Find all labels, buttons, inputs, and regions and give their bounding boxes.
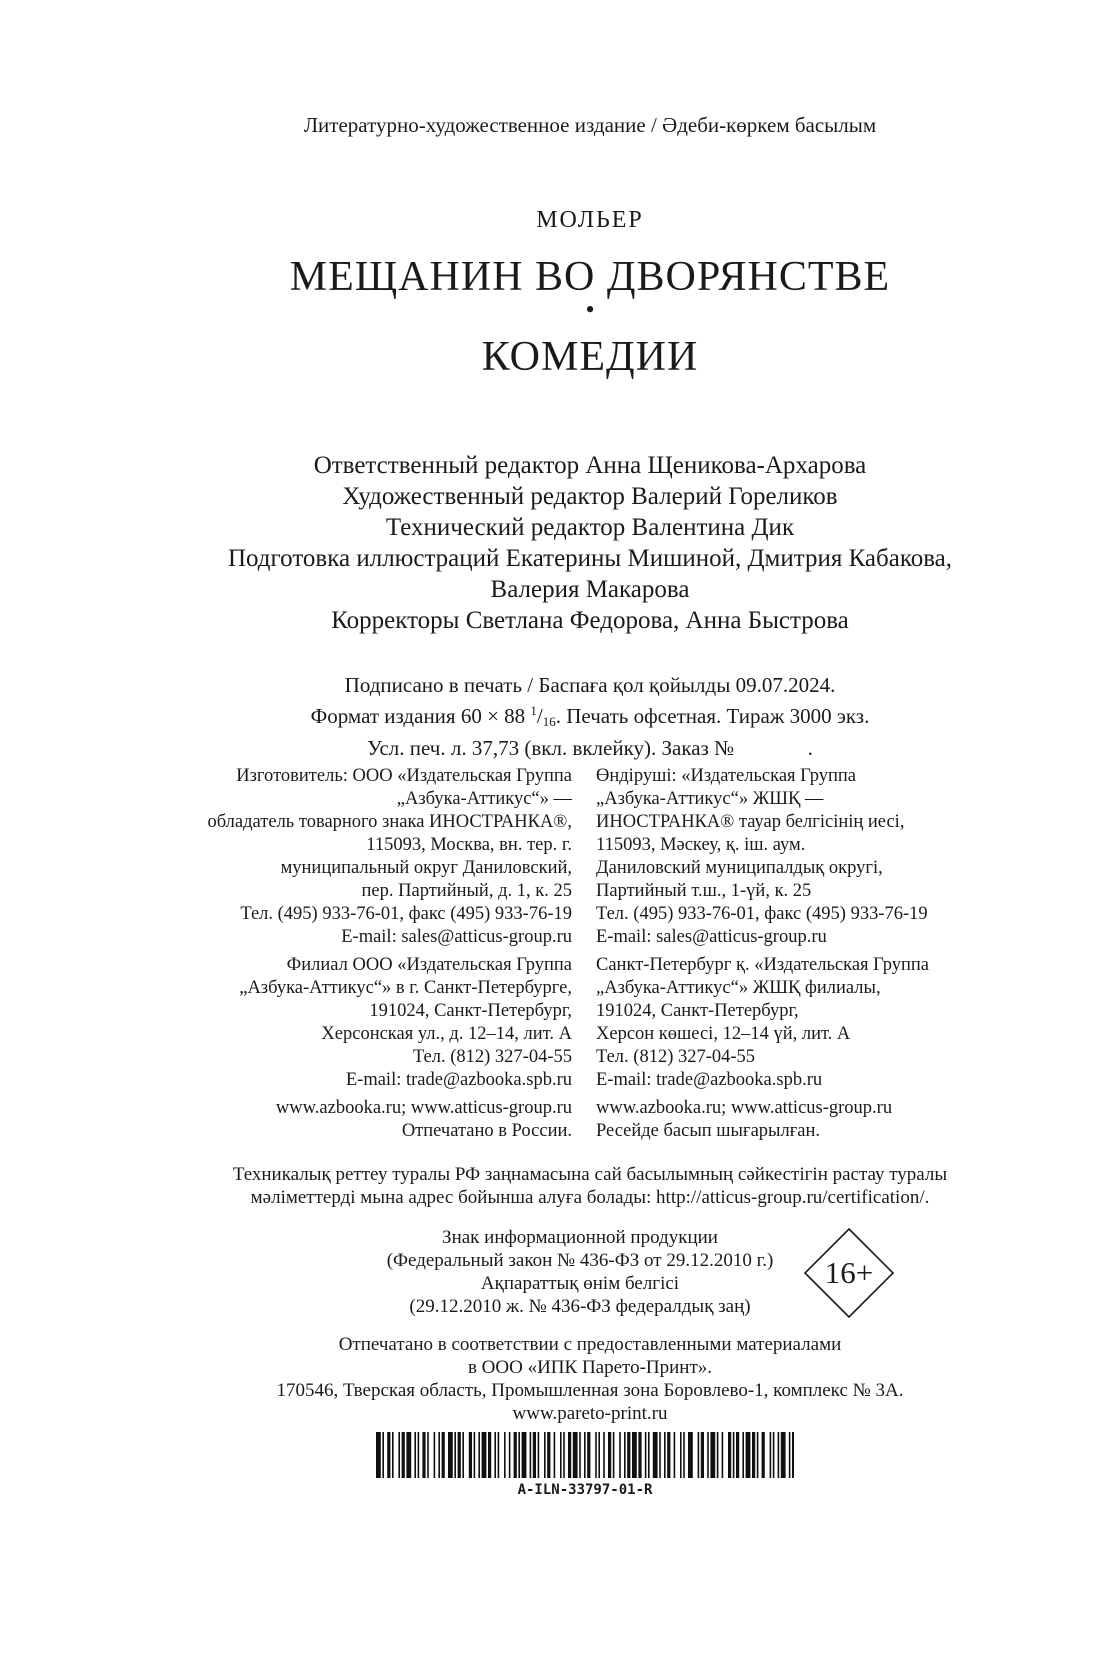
signed-date: Подписано в печать / Баспаға қол қойылды 09.07.2024.: [344, 673, 836, 697]
barcode-bar: [547, 1432, 550, 1478]
publisher-info-kz: [596, 765, 929, 1148]
format-suffix: . Печать офсетная. Тираж 3000 экз.: [555, 704, 870, 728]
sign-line: Ақпараттық өнім белгісі: [480, 1273, 680, 1294]
info-line: Отпечатано в России.: [401, 1121, 572, 1141]
info-line: Херсон көшесі, 12–14 үй, лит. А: [596, 1024, 851, 1044]
barcode-label: A-ILN-33797-01-R: [517, 1482, 653, 1498]
info-line: Тел. (812) 327-04-55: [412, 1047, 572, 1067]
format-line: [40, 698, 1100, 735]
barcode-bar: [653, 1432, 658, 1478]
barcode-bar: [448, 1432, 453, 1478]
age-rating-badge: [803, 1227, 895, 1319]
edition-type: Литературно-художественное издание / Әдеби-көркем басылым: [303, 113, 877, 137]
credit-line: Валерия Макарова: [490, 576, 690, 603]
info-line: Ресейде басып шығарылған.: [596, 1121, 821, 1141]
info-line: Санкт-Петербург қ. «Издательская Группа: [596, 955, 929, 975]
info-line: 191024, Санкт-Петербург,: [369, 1001, 572, 1021]
info-line: „Азбука-Аттикус“» —: [396, 789, 572, 809]
barcode-bar: [698, 1432, 700, 1478]
barcode-bar: [707, 1432, 709, 1478]
title-separator: •: [585, 295, 595, 324]
barcode-bar: [514, 1432, 517, 1478]
barcode-bar: [568, 1432, 571, 1478]
barcode-bar: [454, 1432, 456, 1478]
credit-line: Технический редактор Валентина Дик: [385, 514, 795, 541]
info-line: Партийный т.ш., 1-үй, к. 25: [596, 881, 812, 901]
barcode-bar: [608, 1432, 611, 1478]
barcode-bar: [667, 1432, 670, 1478]
barcode-bar: [746, 1432, 751, 1478]
info-line: E-mail: trade@azbooka.spb.ru: [345, 1070, 572, 1090]
barcode-bar: [770, 1432, 772, 1478]
barcode-bar: [762, 1432, 765, 1478]
barcode-bar: [728, 1432, 731, 1478]
tech-line: мәліметтерді мына адрес бойынша алуға болады: http://atticus-group.ru/certification/.: [250, 1187, 930, 1208]
info-line: Өндіруші: «Издательская Группа: [596, 766, 856, 786]
barcode-bar: [659, 1432, 661, 1478]
barcode-bar: [554, 1432, 556, 1478]
credit-line: Корректоры Светлана Федорова, Анна Быстрова: [331, 607, 849, 634]
info-line: E-mail: sales@atticus-group.ru: [341, 927, 572, 947]
info-line: Филиал ООО «Издательская Группа: [286, 955, 572, 975]
printer-info: [40, 1333, 1100, 1425]
barcode-bar: [598, 1432, 600, 1478]
info-product-sign: [380, 1226, 780, 1318]
info-line: пер. Партийный, д. 1, к. 25: [361, 881, 572, 901]
info-line: Даниловский муниципалдық округі,: [596, 858, 883, 878]
barcode-bar: [494, 1432, 496, 1478]
barcode-bar: [757, 1432, 759, 1478]
barcode-bar: [458, 1432, 461, 1478]
barcode-bar: [560, 1432, 562, 1478]
barcode-bar: [722, 1432, 724, 1478]
branch-block: [596, 954, 929, 1092]
printer-line: 170546, Тверская область, Промышленная зона Боровлево-1, комплекс № 3А.: [276, 1380, 904, 1401]
barcode-bar: [509, 1432, 511, 1478]
barcode-bar: [733, 1432, 735, 1478]
info-line: Тел. (495) 933-76-01, факс (495) 933-76-19: [596, 904, 928, 924]
barcode-bar: [648, 1432, 650, 1478]
sheets-line: Усл. печ. л. 37,73 (вкл. вклейку). Заказ № .: [367, 736, 813, 760]
barcode-bar: [789, 1432, 791, 1478]
format-slash: /: [536, 704, 543, 728]
book-subtitle: КОМЕДИИ: [481, 334, 699, 380]
credit-line: Подготовка иллюстраций Екатерины Мишиной, Дмитрия Кабакова,: [227, 545, 953, 572]
barcode-bar: [680, 1432, 682, 1478]
barcode-bar: [632, 1432, 637, 1478]
barcode-bar: [688, 1432, 693, 1478]
barcode-bar: [474, 1432, 476, 1478]
author-name: МОЛЬЕР: [536, 207, 644, 233]
info-line: E-mail: trade@azbooka.spb.ru: [596, 1070, 823, 1090]
barcode-bar: [482, 1432, 487, 1478]
barcode-bar: [624, 1432, 626, 1478]
barcode-bar: [498, 1432, 500, 1478]
info-line: E-mail: sales@atticus-group.ru: [596, 927, 827, 947]
info-line: www.azbooka.ru; www.atticus-group.ru: [275, 1098, 572, 1118]
web-block: [207, 1097, 572, 1143]
info-line: Херсонская ул., д. 12–14, лит. А: [321, 1024, 572, 1044]
sign-line: (29.12.2010 ж. № 436-ФЗ федералдық заң): [409, 1296, 751, 1317]
barcode-bar: [376, 1432, 381, 1478]
info-line: www.azbooka.ru; www.atticus-group.ru: [596, 1098, 893, 1118]
barcode-bar: [442, 1432, 445, 1478]
barcode-bar: [538, 1432, 540, 1478]
barcode-bar: [434, 1432, 436, 1478]
barcode-bar: [469, 1432, 472, 1478]
barcode-bar: [627, 1432, 630, 1478]
barcode-bar: [544, 1432, 546, 1478]
barcode-bar: [402, 1432, 405, 1478]
barcode: [376, 1432, 794, 1478]
publisher-info-ru: [207, 765, 572, 1148]
info-line: „Азбука-Аттикус“» в г. Санкт-Петербурге,: [239, 978, 572, 998]
book-title: МЕЩАНИН ВО ДВОРЯНСТВЕ: [289, 254, 891, 300]
barcode-bar: [422, 1432, 425, 1478]
barcode-bar: [736, 1432, 739, 1478]
barcode-bar: [563, 1432, 565, 1478]
printer-line: в ООО «ИПК Парето-Принт».: [467, 1357, 713, 1378]
barcode-bar: [781, 1432, 786, 1478]
barcode-bar: [573, 1432, 578, 1478]
barcode-bar: [418, 1432, 420, 1478]
info-line: муниципальный округ Даниловский,: [280, 858, 572, 878]
sign-line: Знак информационной продукции: [442, 1227, 718, 1248]
credit-line: Художественный редактор Валерий Гореликов: [342, 483, 838, 510]
info-line: 115093, Москва, вн. тер. г.: [366, 835, 572, 855]
barcode-bar: [522, 1432, 527, 1478]
barcode-bar: [462, 1432, 464, 1478]
barcode-bar: [438, 1432, 440, 1478]
barcode-bar: [478, 1432, 480, 1478]
barcode-bar: [638, 1432, 641, 1478]
barcode-bar: [664, 1432, 666, 1478]
barcode-bar: [530, 1432, 532, 1478]
barcode-bar: [414, 1432, 416, 1478]
barcode-bar: [613, 1432, 615, 1478]
info-line: ИНОСТРАНКА® тауар белгісінің иесі,: [596, 812, 905, 832]
info-line: Изготовитель: ООО «Издательская Группа: [236, 766, 572, 786]
barcode-bar: [533, 1432, 536, 1478]
barcode-bar: [595, 1432, 597, 1478]
barcode-bar: [645, 1432, 647, 1478]
barcode-bar: [742, 1432, 744, 1478]
format-denominator: 16: [542, 714, 556, 729]
barcode-bar: [710, 1432, 715, 1478]
print-info: [40, 672, 1100, 761]
tech-line: Техникалық реттеу туралы РФ заңнамасына сай басылымның сәйкестігін растау туралы: [232, 1164, 948, 1185]
format-prefix: Формат издания 60 × 88: [310, 704, 531, 728]
barcode-bar: [587, 1432, 590, 1478]
info-line: обладатель товарного знака ИНОСТРАНКА®,: [207, 812, 572, 832]
barcode-bar: [603, 1432, 605, 1478]
sign-line: (Федеральный закон № 436-ФЗ от 29.12.2010 г.): [386, 1250, 774, 1271]
barcode-bar: [398, 1432, 400, 1478]
barcode-bar: [427, 1432, 429, 1478]
barcode-bar: [488, 1432, 491, 1478]
barcode-bar: [584, 1432, 586, 1478]
age-rating: 16+: [824, 1255, 874, 1290]
barcode-bar: [752, 1432, 755, 1478]
manufacturer-block: [596, 765, 929, 949]
barcode-bar: [406, 1432, 411, 1478]
info-line: Тел. (495) 933-76-01, факс (495) 933-76-19: [240, 904, 572, 924]
format-numerator: 1: [530, 703, 537, 718]
barcode-bar: [504, 1432, 506, 1478]
barcode-bar: [619, 1432, 621, 1478]
barcode-bar: [674, 1432, 676, 1478]
barcode-bar: [683, 1432, 685, 1478]
barcode-bar: [701, 1432, 704, 1478]
barcode-bar: [382, 1432, 384, 1478]
barcode-bar: [773, 1432, 775, 1478]
web-block: [596, 1097, 929, 1143]
barcode-bar: [717, 1432, 719, 1478]
info-line: „Азбука-Аттикус“» ЖШҚ филиалы,: [596, 978, 881, 998]
barcode-bar: [778, 1432, 780, 1478]
branch-block: [207, 954, 572, 1092]
barcode-bar: [579, 1432, 581, 1478]
info-line: 115093, Мәскеу, қ. іш. аум.: [596, 835, 806, 855]
info-line: Тел. (812) 327-04-55: [596, 1047, 756, 1067]
barcode-bar: [792, 1432, 794, 1478]
printer-line: Отпечатано в соответствии с предоставленными материалами: [338, 1334, 842, 1355]
tech-regulation-note: [40, 1163, 1100, 1209]
credit-line: Ответственный редактор Анна Щеникова-Архарова: [313, 452, 867, 479]
barcode-bar: [518, 1432, 520, 1478]
printer-line: www.pareto-print.ru: [512, 1403, 668, 1424]
info-line: 191024, Санкт-Петербург,: [596, 1001, 799, 1021]
manufacturer-block: [207, 765, 572, 949]
barcode-bar: [387, 1432, 390, 1478]
barcode-bar: [392, 1432, 394, 1478]
editorial-credits: [40, 450, 1100, 636]
info-line: „Азбука-Аттикус“» ЖШҚ —: [596, 789, 824, 809]
